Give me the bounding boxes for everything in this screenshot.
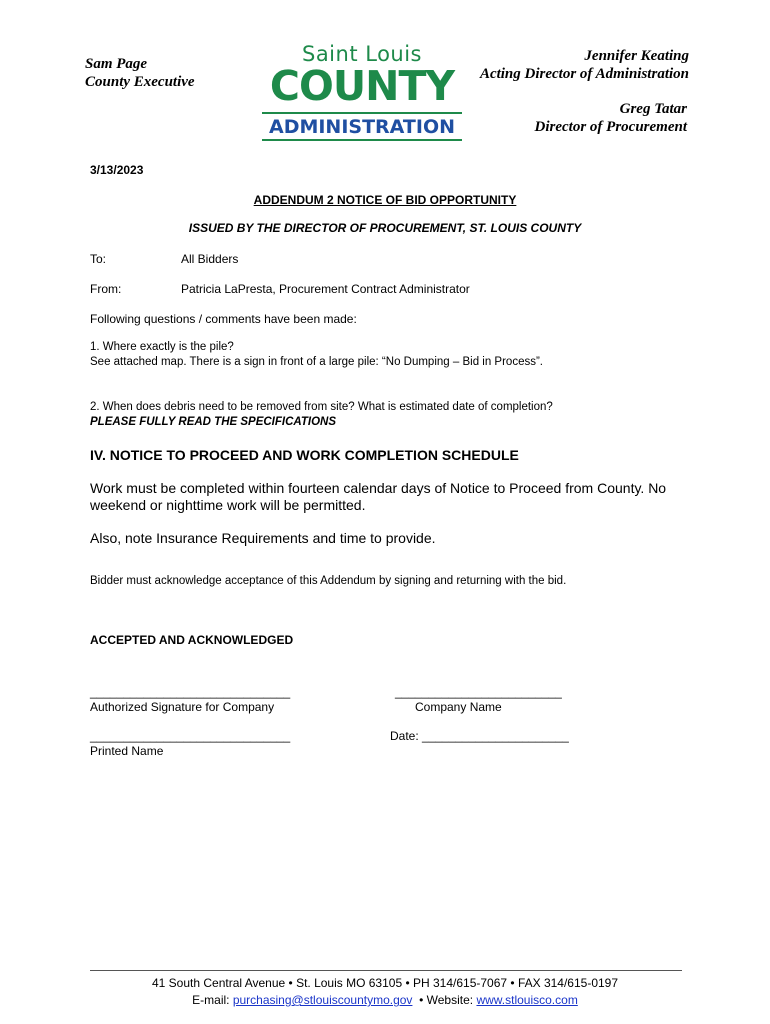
from-value: Patricia LaPresta, Procurement Contract Administrator bbox=[181, 282, 470, 296]
addendum-subheading: ISSUED BY THE DIRECTOR OF PROCUREMENT, ST. LOUIS COUNTY bbox=[188, 221, 582, 235]
questions-intro: Following questions / comments have been made: bbox=[90, 312, 357, 326]
logo-administration: ADMINISTRATION bbox=[268, 116, 455, 138]
footer-contact bbox=[0, 993, 770, 1008]
to-value: All Bidders bbox=[181, 252, 239, 266]
printed-name-line[interactable]: ______________________________ bbox=[90, 729, 291, 743]
question-2: 2. When does debris need to be removed from site? What is estimated date of completion? bbox=[90, 401, 553, 413]
website-label: • Website: bbox=[412, 993, 477, 1007]
date-field[interactable]: Date: ______________________ bbox=[390, 729, 569, 743]
to-label: To: bbox=[90, 252, 107, 266]
county-executive-block bbox=[85, 55, 195, 91]
signature-label: Authorized Signature for Company bbox=[90, 700, 275, 714]
section-paragraph-1-line-1: Work must be completed within fourteen calendar days of Notice to Proceed from County. No bbox=[90, 480, 667, 496]
company-name-label: Company Name bbox=[415, 700, 502, 714]
company-name-line[interactable]: _________________________ bbox=[395, 685, 562, 699]
administration-director-block bbox=[429, 47, 689, 83]
answer-1: See attached map. There is a sign in front of a large pile: “No Dumping – Bid in Process”. bbox=[90, 356, 543, 368]
logo-saint-louis: Saint Louis bbox=[301, 42, 422, 66]
from-label: From: bbox=[90, 282, 122, 296]
footer-rule bbox=[90, 970, 682, 971]
logo-county: COUNTY bbox=[269, 62, 455, 110]
website-link[interactable]: www.stlouisco.com bbox=[476, 993, 578, 1007]
acknowledge-note: Bidder must acknowledge acceptance of this Addendum by signing and returning with the bid. bbox=[90, 575, 567, 587]
section-paragraph-2: Also, note Insurance Requirements and time to provide. bbox=[90, 530, 436, 546]
accepted-heading: ACCEPTED AND ACKNOWLEDGED bbox=[90, 633, 294, 647]
procurement-director-title: Director of Procurement bbox=[534, 119, 687, 135]
footer-address: 41 South Central Avenue • St. Louis MO 63105 • PH 314/615-7067 • FAX 314/615-0197 bbox=[151, 976, 619, 990]
addendum-heading: ADDENDUM 2 NOTICE OF BID OPPORTUNITY bbox=[253, 193, 517, 207]
signature-line[interactable]: ______________________________ bbox=[90, 685, 291, 699]
procurement-director-name: Greg Tatar bbox=[619, 101, 687, 117]
question-1: 1. Where exactly is the pile? bbox=[90, 341, 234, 353]
answer-2: PLEASE FULLY READ THE SPECIFICATIONS bbox=[90, 416, 336, 428]
section-title: IV. NOTICE TO PROCEED AND WORK COMPLETION SCHEDULE bbox=[90, 447, 519, 463]
logo-rule-bottom bbox=[262, 139, 462, 141]
document-date: 3/13/2023 bbox=[90, 163, 144, 177]
email-link[interactable]: purchasing@stlouiscountymo.gov bbox=[232, 993, 413, 1007]
administration-director-name: Jennifer Keating bbox=[584, 48, 689, 64]
printed-name-label: Printed Name bbox=[90, 744, 164, 758]
procurement-director-block bbox=[427, 100, 687, 136]
email-label: E-mail: bbox=[192, 993, 233, 1007]
county-executive-title: County Executive bbox=[85, 74, 195, 90]
county-executive-name: Sam Page bbox=[85, 56, 148, 72]
section-paragraph-1-line-2: weekend or nighttime work will be permitted. bbox=[90, 497, 366, 513]
administration-director-title: Acting Director of Administration bbox=[479, 66, 689, 82]
